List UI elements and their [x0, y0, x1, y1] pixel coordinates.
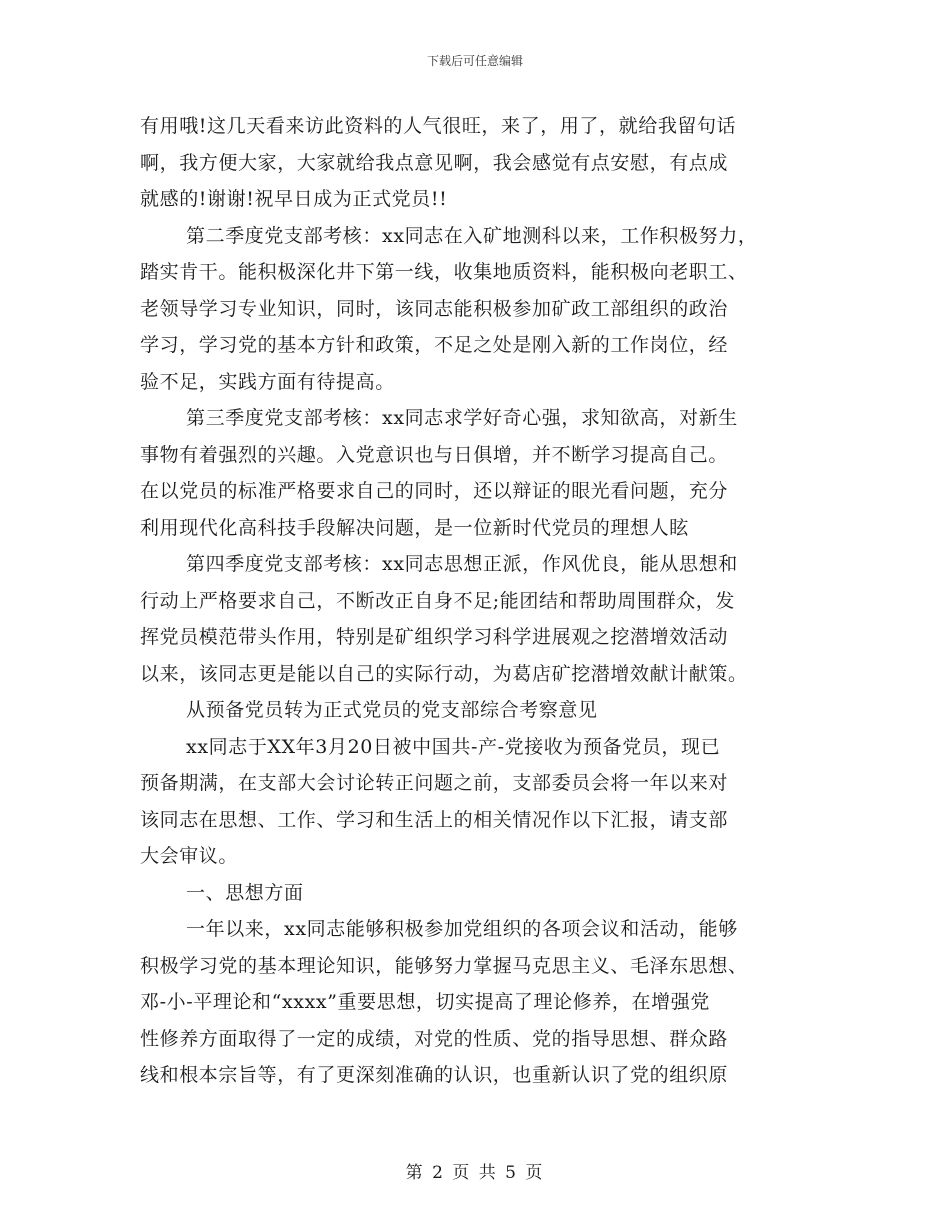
text-line: 第三季度党支部考核：xx同志求学好奇心强，求知欲高，对新生 [186, 407, 738, 429]
text-line: xx同志于XX年3月20日被中国共-产-党接收为预备党员，现已 [186, 735, 721, 758]
page-header: 下载后可任意编辑 [426, 54, 523, 68]
text-line: 验不足，实践方面有待提高。 [140, 370, 395, 393]
text-line: 啊，我方便大家，大家就给我点意见啊，我会感觉有点安慰，有点成 [140, 151, 729, 174]
text-line: 第四季度党支部考核：xx同志思想正派，作风优良，能从思想和 [186, 553, 738, 575]
text-line: 一、思想方面 [186, 881, 304, 904]
text-line: 就感的!谢谢!祝早日成为正式党员!! [140, 188, 448, 210]
text-line: 利用现代化高科技手段解决问题，是一位新时代党员的理想人眩 [140, 516, 689, 539]
text-line: 邓-小-平理论和“xxxx”重要思想，切实提高了理论修养，在增强党 [140, 991, 710, 1013]
text-line: 挥党员模范带头作用，特别是矿组织学习科学进展观之挖潜增效活动 [140, 626, 729, 648]
text-line: 事物有着强烈的兴趣。入党意识也与日俱增，并不断学习提高自己。 [140, 443, 729, 466]
text-line: 有用哦!这几天看来访此资料的人气很旺，来了，用了，就给我留句话 [140, 115, 737, 137]
text-line: 老领导学习专业知识，同时，该同志能积极参加矿政工部组织的政治 [140, 297, 729, 320]
text-line: 性修养方面取得了一定的成绩，对党的性质、党的指导思想、群众路 [140, 1027, 729, 1050]
text-line: 从预备党员转为正式党员的党支部综合考察意见 [186, 699, 598, 721]
text-line: 一年以来，xx同志能够积极参加党组织的各项会议和活动，能够 [186, 918, 738, 940]
text-line: 行动上严格要求自己，不断改正自身不足;能团结和帮助周围群众，发 [140, 589, 736, 612]
text-line: 以来，该同志更是能以自己的实际行动，为葛店矿挖潜增效献计献策。 [140, 662, 748, 685]
text-line: 在以党员的标准严格要求自己的同时，还以辩证的眼光看问题，充分 [140, 480, 729, 502]
text-line: 积极学习党的基本理论知识，能够努力掌握马克思主义、毛泽东思想、 [140, 954, 748, 977]
text-line: 线和根本宗旨等，有了更深刻准确的认识，也重新认识了党的组织原 [140, 1064, 729, 1086]
page-footer: 第 2 页 共 5 页 [405, 1163, 545, 1183]
text-line: 预备期满，在支部大会讨论转正问题之前，支部委员会将一年以来对 [140, 772, 729, 794]
text-line: 学习，学习党的基本方针和政策，不足之处是刚入新的工作岗位，经 [140, 334, 729, 356]
text-line: 踏实肯干。能积极深化井下第一线，收集地质资料，能积极向老职工、 [140, 261, 748, 283]
text-line: 该同志在思想、工作、学习和生活上的相关情况作以下汇报，请支部 [140, 808, 729, 831]
document-body [140, 108, 815, 1094]
text-line: 大会审议。 [140, 845, 239, 867]
text-line: 第二季度党支部考核：xx同志在入矿地测科以来，工作积极努力， [186, 224, 758, 247]
